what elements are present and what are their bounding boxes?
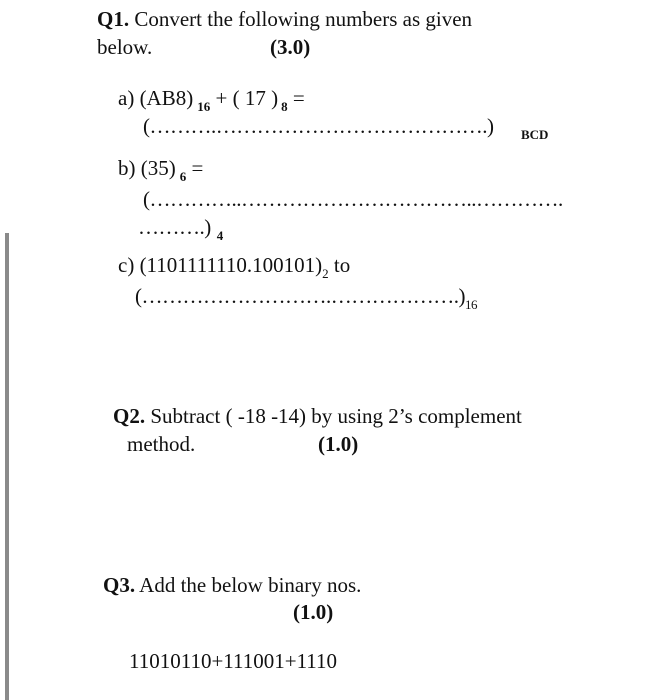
q1-label: Q1. — [97, 7, 130, 31]
q1a-answer-unit: BCD — [521, 127, 549, 142]
q3-line1: Add the below binary nos. — [135, 573, 362, 597]
q1a-prefix: a) (AB8) — [118, 86, 194, 110]
q1c-answer-line-text: (……………………….……………….) — [135, 284, 465, 308]
q1-heading — [97, 7, 472, 32]
q2-line2: method. — [127, 432, 196, 456]
q1b-answer-base: 4 — [216, 228, 223, 243]
q1c-answer-base: 16 — [465, 297, 477, 312]
q1a-expression — [118, 86, 305, 114]
q1c-base: 2 — [322, 266, 329, 281]
q1a-eq: = — [287, 86, 305, 110]
q1c-answer-line — [135, 284, 477, 312]
q1c-to: to — [328, 253, 351, 277]
q1a-base1: 16 — [197, 99, 211, 114]
q3-heading — [103, 573, 361, 598]
q3-label: Q3. — [103, 573, 136, 597]
q1b-expression — [118, 156, 204, 184]
q3-expression: 11010110+111001+1110 — [129, 649, 338, 673]
q1b-answer-line1: (…………..……………………………..…………. — [143, 187, 563, 211]
q1c-text: c) (1101111110.100101) — [118, 253, 323, 277]
page-edge-bar — [5, 233, 9, 700]
q1-line1: Convert the following numbers as given — [129, 7, 473, 31]
q1b-base: 6 — [179, 169, 187, 184]
q1b-prefix: b) (35) — [118, 156, 176, 180]
q2-heading — [113, 404, 522, 429]
q1a-answer-line: (……….………………………………….) — [143, 114, 494, 138]
q2-marks: (1.0) — [318, 432, 359, 456]
q1-marks: (3.0) — [270, 35, 311, 59]
q1a-mid: + ( 17 ) — [210, 86, 279, 110]
q3-marks: (1.0) — [293, 600, 334, 624]
q1b-answer-line2-text: ……….) — [138, 215, 211, 239]
q1b-answer-line2 — [138, 215, 223, 243]
q1c-expression — [118, 253, 351, 281]
q1b-eq: = — [186, 156, 204, 180]
q2-line1: Subtract ( -18 -14) by using 2’s complement — [145, 404, 522, 428]
q2-label: Q2. — [113, 404, 146, 428]
q1a-base2: 8 — [281, 99, 288, 114]
q1-line2: below. — [97, 35, 153, 59]
